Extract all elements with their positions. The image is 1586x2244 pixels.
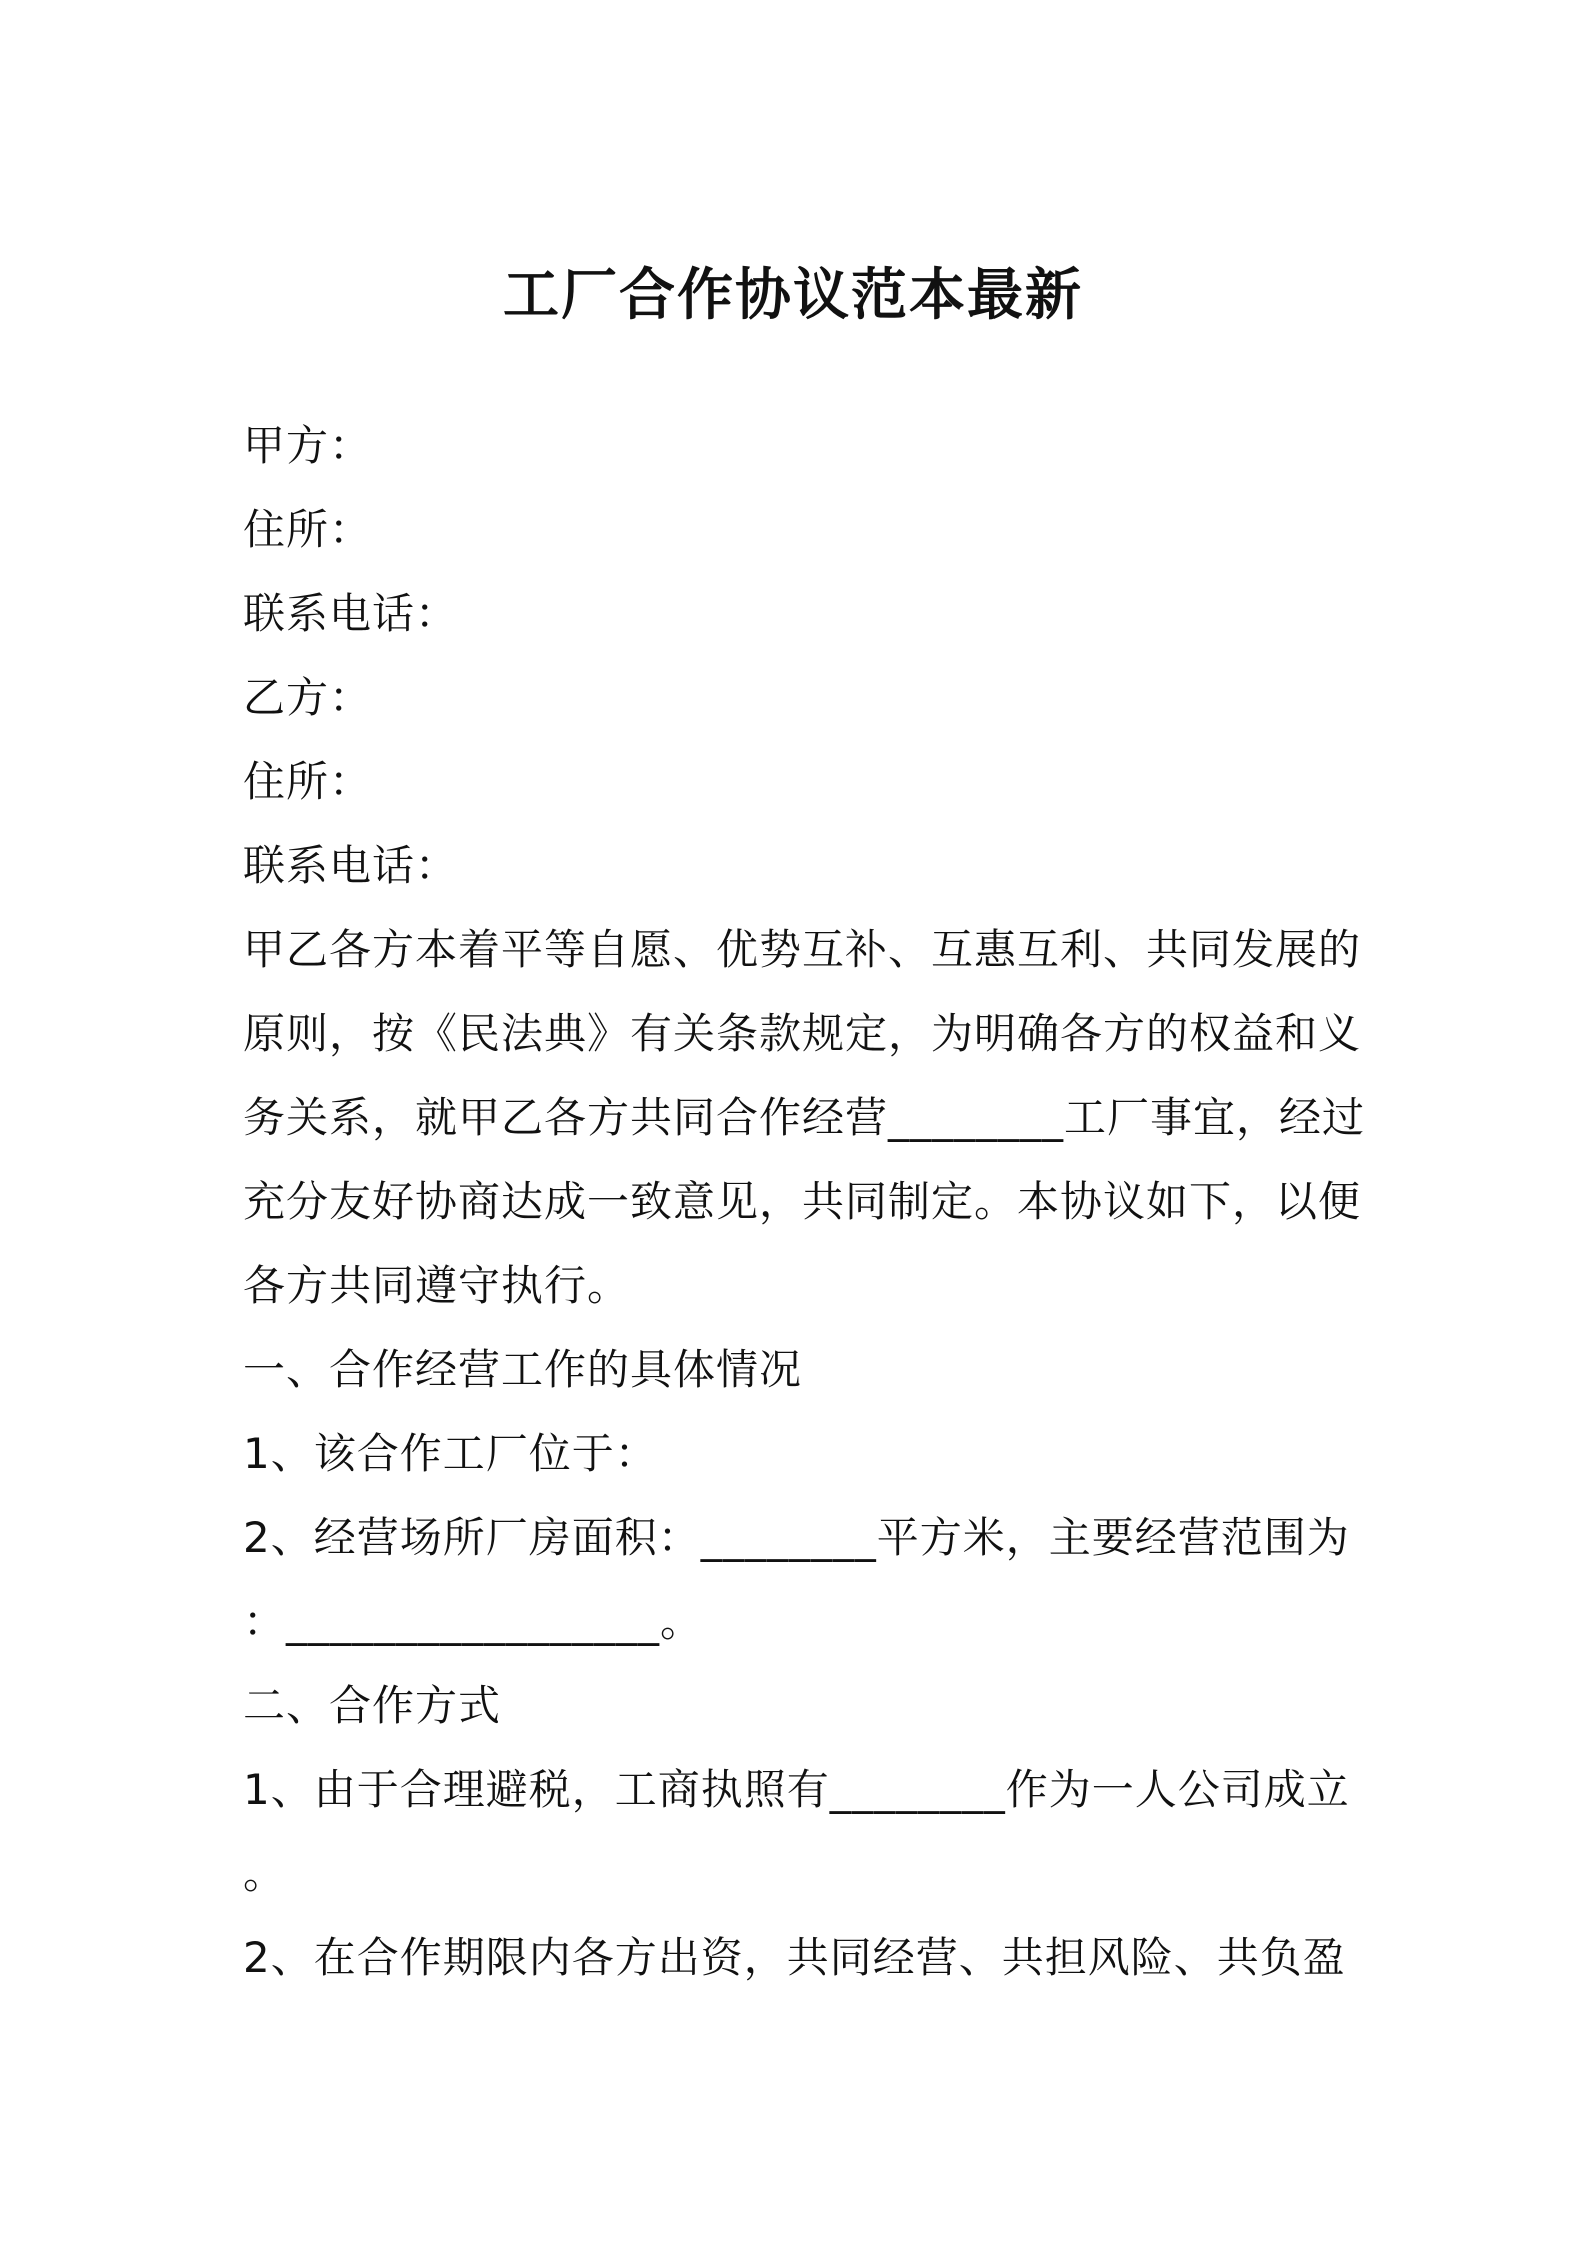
preamble-line-5: 各方共同遵守执行。 bbox=[243, 1261, 631, 1310]
document-title: 工厂合作协议范本最新 bbox=[503, 263, 1083, 328]
party-b-phone: 联系电话： bbox=[243, 841, 459, 890]
party-a-label: 甲方： bbox=[243, 421, 373, 470]
preamble-line-4: 充分友好协商达成一致意见，共同制定。本协议如下，以便 bbox=[243, 1177, 1362, 1226]
party-a-phone: 联系电话： bbox=[243, 589, 459, 638]
clause-2-1-line-1: 1、由于合理避税，工商执照有________作为一人公司成立 bbox=[243, 1765, 1350, 1814]
preamble-line-2: 原则，按《民法典》有关条款规定，为明确各方的权益和义 bbox=[243, 1009, 1362, 1058]
preamble-line-3: 务关系，就甲乙各方共同合作经营________工厂事宜，经过 bbox=[243, 1093, 1366, 1142]
party-b-address: 住所： bbox=[243, 757, 373, 806]
clause-1-2-line-2: ：_________________。 bbox=[243, 1597, 704, 1646]
party-a-address: 住所： bbox=[243, 505, 373, 554]
clause-2-1-line-2: 。 bbox=[243, 1849, 287, 1898]
clause-1-2-line-1: 2、经营场所厂房面积：________平方米，主要经营范围为 bbox=[243, 1513, 1350, 1562]
clause-1-1: 1、该合作工厂位于： bbox=[243, 1429, 658, 1478]
section-1-heading: 一、合作经营工作的具体情况 bbox=[243, 1345, 803, 1394]
party-b-label: 乙方： bbox=[243, 673, 373, 722]
preamble-line-1: 甲乙各方本着平等自愿、优势互补、互惠互利、共同发展的 bbox=[243, 925, 1362, 974]
clause-2-2-line-1: 2、在合作期限内各方出资，共同经营、共担风险、共负盈 bbox=[243, 1933, 1346, 1982]
section-2-heading: 二、合作方式 bbox=[243, 1681, 502, 1730]
document-body bbox=[243, 404, 1366, 2000]
